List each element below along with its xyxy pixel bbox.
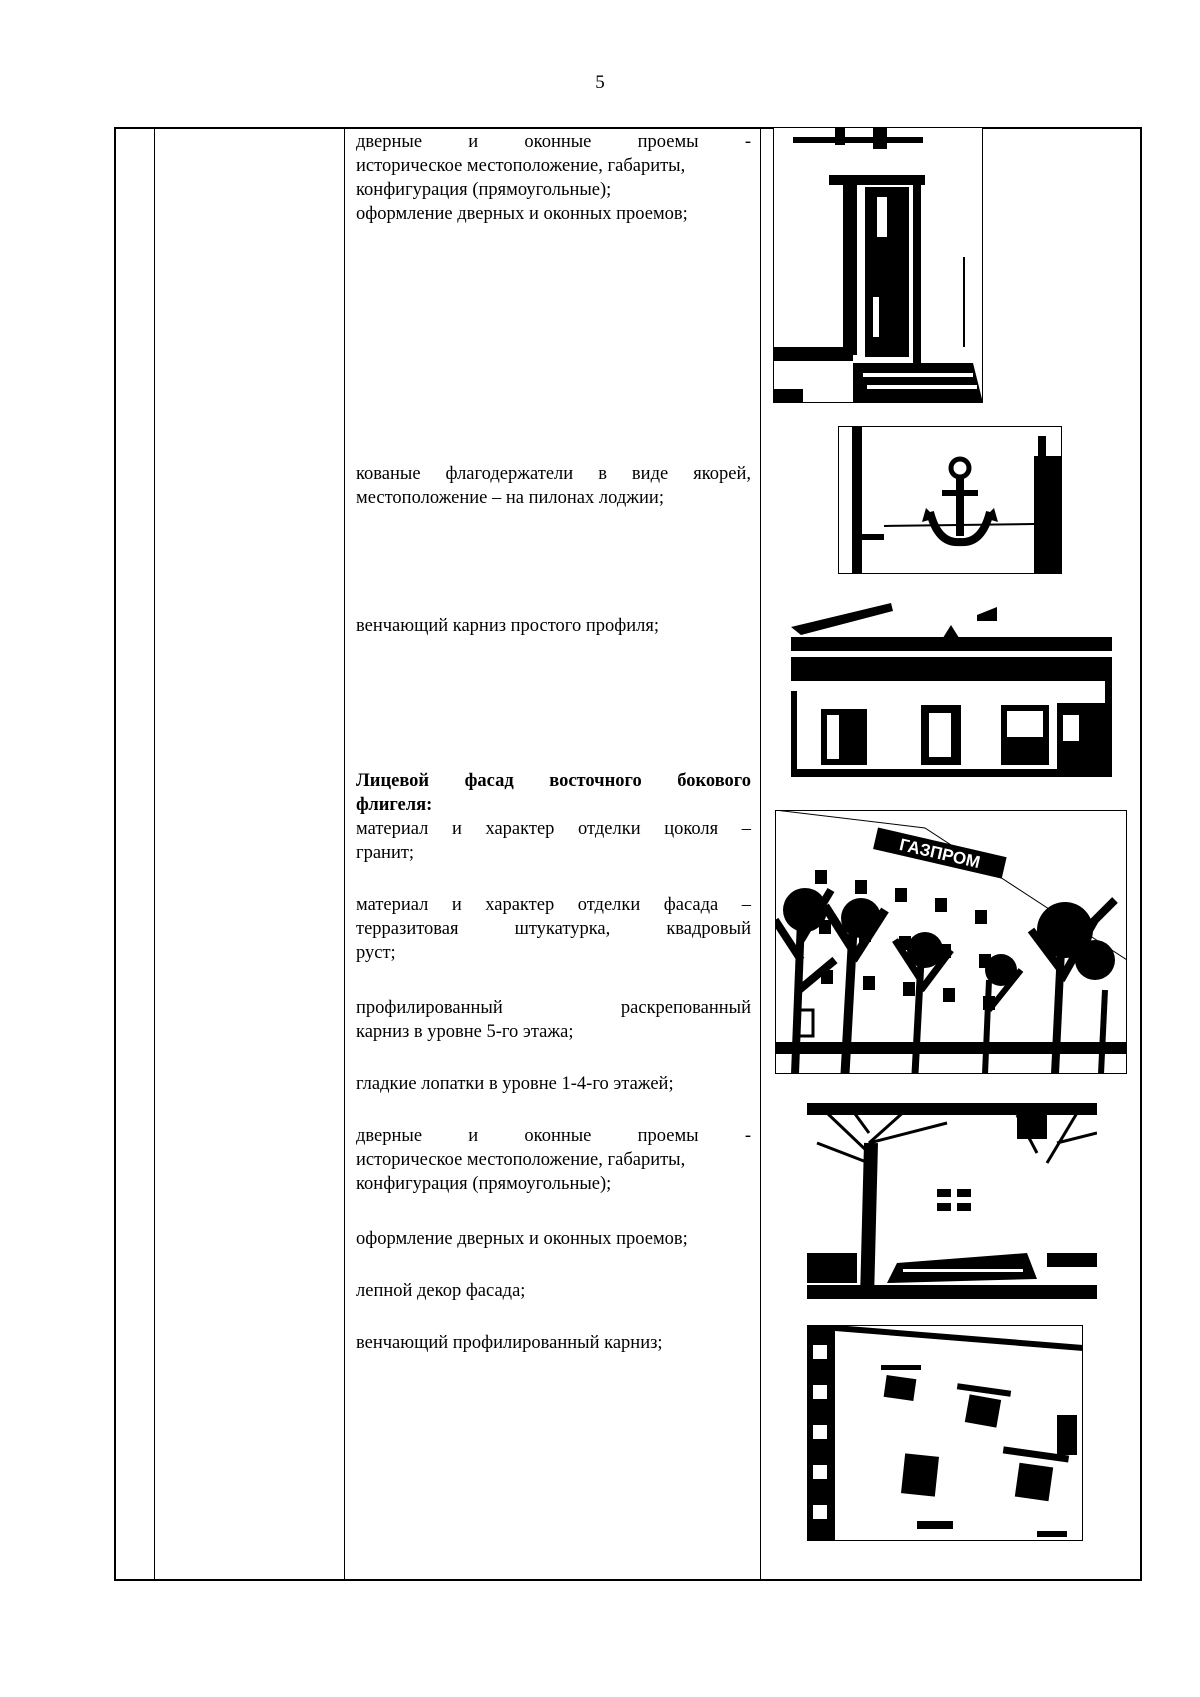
text-cornice-simple: венчающий карниз простого профиля;	[356, 616, 659, 636]
text-flag-holders: кованые флагодержатели в виде якорей, местоположение – на пилонах лоджии;	[356, 464, 751, 508]
text-cornice-5th: профилированный раскрепованный карниз в уровне 5-го этажа;	[356, 998, 751, 1042]
tree-entrance-photo	[807, 1103, 1097, 1299]
windows-facade-photo	[807, 1325, 1083, 1541]
building-cornice-photo	[791, 597, 1112, 777]
text-pilasters: гладкие лопатки в уровне 1-4-го этажей;	[356, 1074, 674, 1094]
building-entrance-photo	[773, 127, 983, 403]
text-doors-windows-decor: оформление дверных и оконных проемов;	[356, 1229, 688, 1249]
text-stucco: лепной декор фасада;	[356, 1281, 526, 1301]
text-plinth: материал и характер отделки цоколя – гранит;	[356, 819, 751, 863]
column-divider-3	[760, 129, 761, 1579]
text-doors-windows-1: дверные и оконные проемы - историческое местоположение, габариты, конфигурация (прямоугольные); оформление дверных и оконных проемов;	[356, 132, 751, 224]
text-facade-finish: материал и характер отделки фасада – терразитовая штукатурка, квадровый руст;	[356, 895, 751, 963]
column-divider-1	[154, 129, 155, 1579]
text-cornice-profiled: венчающий профилированный карниз;	[356, 1333, 663, 1353]
text-east-wing-heading: Лицевой фасад восточного бокового флигеля:	[356, 771, 751, 815]
anchor-photo	[838, 426, 1062, 574]
gazprom-sign: ГАЗПРОМ	[897, 835, 982, 873]
text-doors-windows-2: дверные и оконные проемы - историческое местоположение, габариты, конфигурация (прямоугольные);	[356, 1126, 751, 1194]
page-number: 5	[595, 72, 605, 93]
building-facade-photo	[775, 810, 1127, 1074]
column-divider-2	[344, 129, 345, 1579]
